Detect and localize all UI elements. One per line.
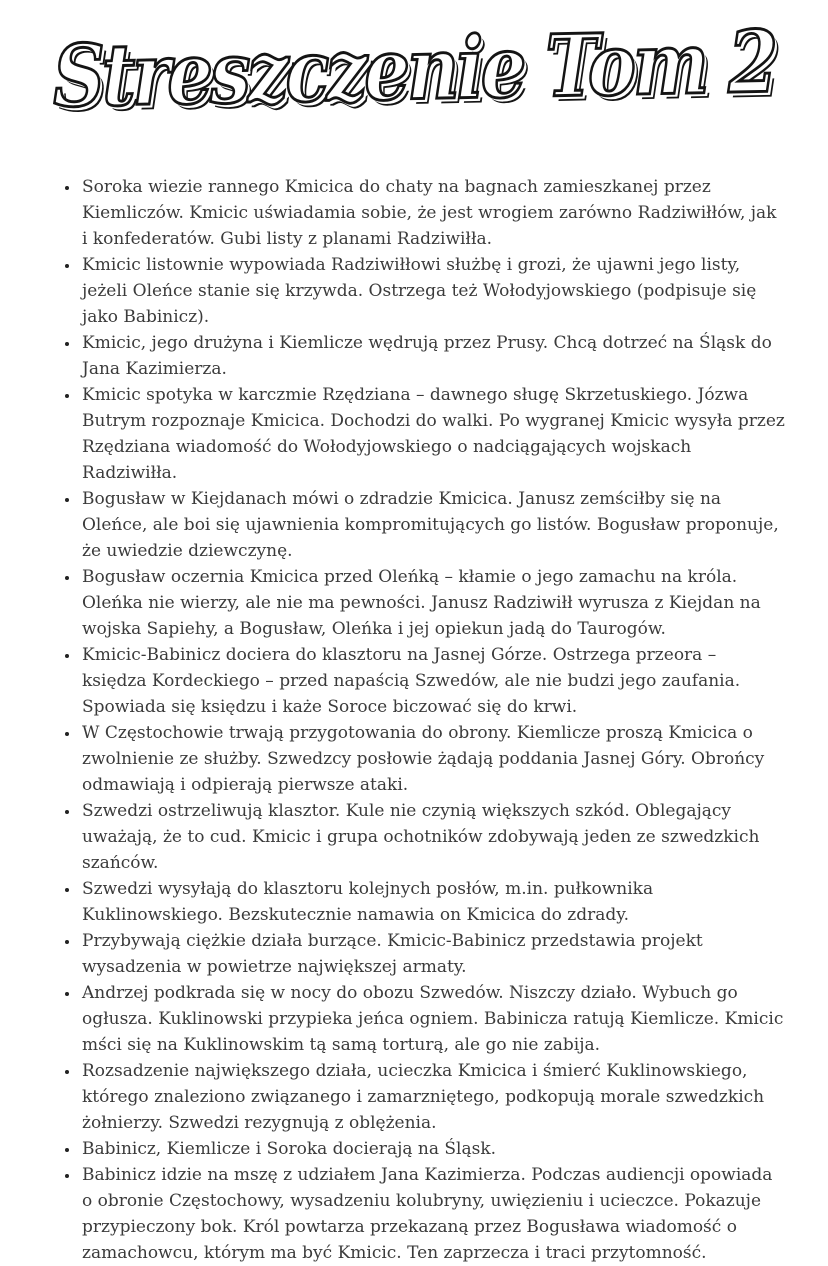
list-item: • Kmicic listownie wypowiada Radziwiłłowi służbę i grozi, że ujawni jego listy, jeżeli Oleńce stanie się krzywda. Ostrzega też Wołodyjowskiego (podpisuje się jako Babinicz). xyxy=(80,252,786,330)
list-item: • Kmicic-Babinicz dociera do klasztoru na Jasnej Górze. Ostrzega przeora – księdza Kordeckiego – przed napaścią Szwedów, ale nie budzi jego zaufania. Spowiada się księdzu i każe Soroce biczować się do krwi. xyxy=(80,642,786,720)
list-item: • Bogusław oczernia Kmicica przed Oleńką – kłamie o jego zamachu na króla. Oleńka nie wierzy, ale nie ma pewności. Janusz Radziwiłł wyrusza z Kiejdan na wojska Sapiehy, a Bogusław, Oleńka i jej opiekun jadą do Taurogów. xyxy=(80,564,786,642)
list-item: • Szwedzi wysyłają do klasztoru kolejnych posłów, m.in. pułkownika Kuklinowskiego. Bezskutecznie namawia on Kmicica do zdrady. xyxy=(80,876,786,928)
list-item: • Babinicz idzie na mszę z udziałem Jana Kazimierza. Podczas audiencji opowiada o obronie Częstochowy, wysadzeniu kolubryny, uwięzieniu i ucieczce. Pokazuje przypieczony bok. Król powtarza przekazaną przez Bogusława wiadomość o zamachowcu, którym ma być Kmicic. Ten zaprzecza i traci przytomność. xyxy=(80,1162,786,1266)
list-item: • Babinicz, Kiemlicze i Soroka docierają na Śląsk. xyxy=(80,1136,786,1162)
page-title: Streszczenie Tom 2 xyxy=(52,10,776,127)
list-item: • Bogusław w Kiejdanach mówi o zdradzie Kmicica. Janusz zemściłby się na Oleńce, ale boi się ujawnienia kompromitujących go listów. Bogusław proponuje, że uwiedzie dziewczynę. xyxy=(80,486,786,564)
summary-list xyxy=(80,174,786,1266)
list-item: • Kmicic, jego drużyna i Kiemlicze wędrują przez Prusy. Chcą dotrzeć na Śląsk do Jana Kazimierza. xyxy=(80,330,786,382)
list-item: • W Częstochowie trwają przygotowania do obrony. Kiemlicze proszą Kmicica o zwolnienie ze służby. Szwedzcy posłowie żądają poddania Jasnej Góry. Obrońcy odmawiają i odpierają pierwsze ataki. xyxy=(80,720,786,798)
list-item: • Przybywają ciężkie działa burzące. Kmicic-Babinicz przedstawia projekt wysadzenia w powietrze największej armaty. xyxy=(80,928,786,980)
list-item: • Andrzej podkrada się w nocy do obozu Szwedów. Niszczy działo. Wybuch go ogłusza. Kuklinowski przypieka jeńca ogniem. Babinicza ratują Kiemlicze. Kmicic mści się na Kuklinowskim tą samą torturą, ale go nie zabija. xyxy=(80,980,786,1058)
list-item: • Kmicic spotyka w karczmie Rzędziana – dawnego sługę Skrzetuskiego. Józwa Butrym rozpoznaje Kmicica. Dochodzi do walki. Po wygranej Kmicic wysyła przez Rzędziana wiadomość do Wołodyjowskiego o nadciągających wojskach Radziwiłła. xyxy=(80,382,786,486)
list-item: • Soroka wiezie rannego Kmicica do chaty na bagnach zamieszkanej przez Kiemliczów. Kmicic uświadamia sobie, że jest wrogiem zarówno Radziwiłłów, jak i konfederatów. Gubi listy z planami Radziwiłła. xyxy=(80,174,786,252)
list-item: • Szwedzi ostrzeliwują klasztor. Kule nie czynią większych szkód. Oblegający uważają, że to cud. Kmicic i grupa ochotników zdobywają jeden ze szwedzkich szańców. xyxy=(80,798,786,876)
title-banner xyxy=(0,0,828,148)
list-item: • Rozsadzenie największego działa, ucieczka Kmicica i śmierć Kuklinowskiego, którego znaleziono związanego i zamarzniętego, podkopują morale szwedzkich żołnierzy. Szwedzi rezygnują z oblężenia. xyxy=(80,1058,786,1136)
